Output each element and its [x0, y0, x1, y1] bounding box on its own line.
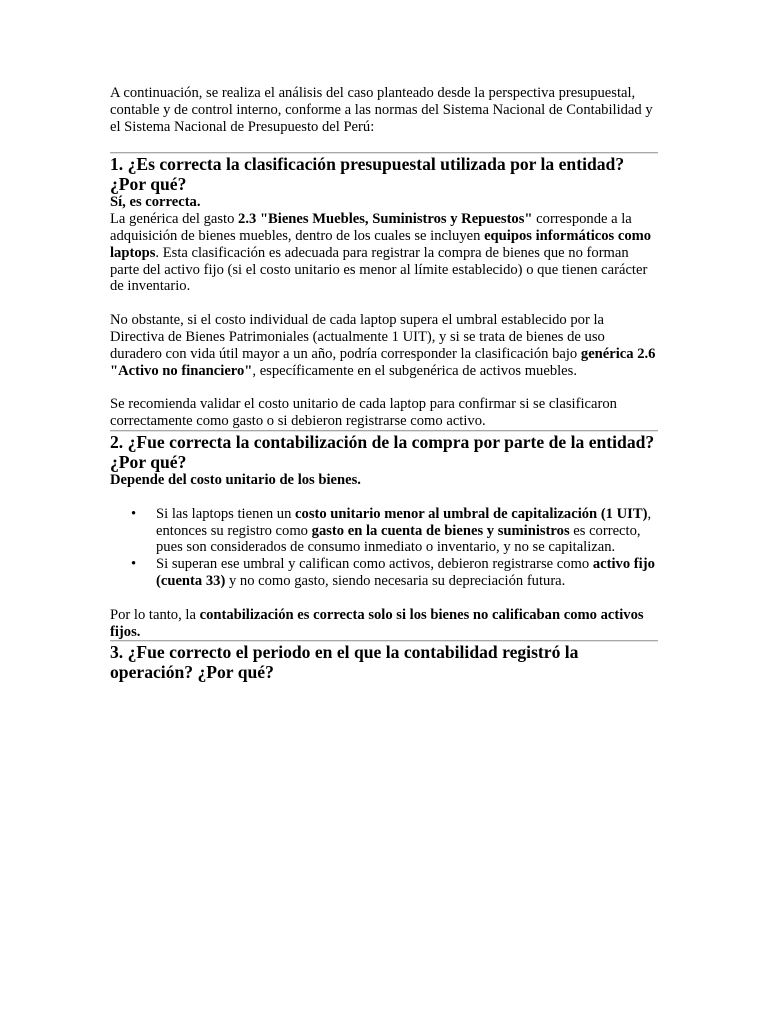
q1-text-span: , específicamente en el subgenérica de activos muebles. [252, 362, 577, 379]
q1-bold-span: genérica 2.6 "Activo no financiero" [110, 345, 656, 379]
q2-text-span: y no como gasto, siendo necesaria su depreciación futura. [225, 572, 566, 589]
q2-text-span: es correcto, pues son considerados de consumo inmediato o inventario, y no se capitalizan. [156, 522, 641, 556]
q1-bold-span: equipos informáticos como laptops [110, 227, 652, 261]
q2-bold-span: costo unitario menor al umbral de capitalización (1 UIT) [295, 505, 648, 522]
q1-answer-lead: Sí, es correcta. [110, 194, 201, 211]
list-item [131, 556, 658, 590]
q2-bold-span: gasto en la cuenta de bienes y suministros [311, 522, 570, 539]
q1-paragraph-3: Se recomienda validar el costo unitario de cada laptop para confirmar si se clasificaron correctamente como gasto o si debieron registrarse como activo. [110, 396, 617, 430]
question-1-heading: 1. ¿Es correcta la clasificación presupuestal utilizada por la entidad? ¿Por qué? [110, 154, 625, 195]
q1-text-span: No obstante, si el costo individual de cada laptop supera el umbral establecido por la Directiva de Bienes Patrimoniales (actualmente 1 UIT), y si se trata de bienes de uso duradero con vida útil mayor a un año, podría corresponder la clasificación bajo [110, 312, 605, 362]
q1-paragraph-2 [110, 312, 658, 379]
q1-bold-span: 2.3 "Bienes Muebles, Suministros y Repuestos" [238, 211, 533, 228]
q2-bold-span: contabilización es correcta solo si los bienes no calificaban como activos fijos. [110, 606, 644, 640]
q2-bold-span: Depende del costo unitario de los bienes. [110, 471, 361, 488]
q1-paragraph-1 [110, 194, 658, 295]
question-2-heading: 2. ¿Fue correcta la contabilización de la compra por parte de la entidad? ¿Por qué? [110, 431, 655, 472]
q2-bullet-list [110, 506, 658, 590]
q2-text-span: Por lo tanto, la [110, 606, 200, 623]
intro-paragraph: A continuación, se realiza el análisis del caso planteado desde la perspectiva presupuestal, contable y de control interno, conforme a las normas del Sistema Nacional de Contabilidad y el Sistema Nacional de Presupuesto del Perú: [110, 85, 653, 135]
q1-text-span: corresponde a la adquisición de bienes muebles, dentro de los cuales se incluyen [110, 211, 632, 244]
bullet-icon: • [131, 556, 137, 573]
q1-text-span: . Esta clasificación es adecuada para registrar la compra de bienes que no forman parte del activo fijo (si el costo unitario es menor al límite establecido) o que tienen carácter de inventario. [110, 244, 648, 295]
q2-answer-lead [110, 472, 658, 489]
q1-text-span: La genérica del gasto [110, 211, 239, 228]
list-item [131, 505, 658, 556]
question-3-heading: 3. ¿Fue correcto el periodo en el que la contabilidad registró la operación? ¿Por qué? [110, 642, 579, 683]
bullet-icon: • [131, 505, 137, 522]
document-body [110, 85, 658, 682]
q2-text-span: Si superan ese umbral y califican como activos, debieron registrarse como [156, 556, 593, 573]
q2-text-span: , entonces su registro como [156, 505, 652, 539]
q2-bold-span: activo fijo (cuenta 33) [156, 556, 655, 589]
q2-conclusion [110, 607, 658, 641]
q2-text-span: Si las laptops tienen un [156, 505, 296, 522]
